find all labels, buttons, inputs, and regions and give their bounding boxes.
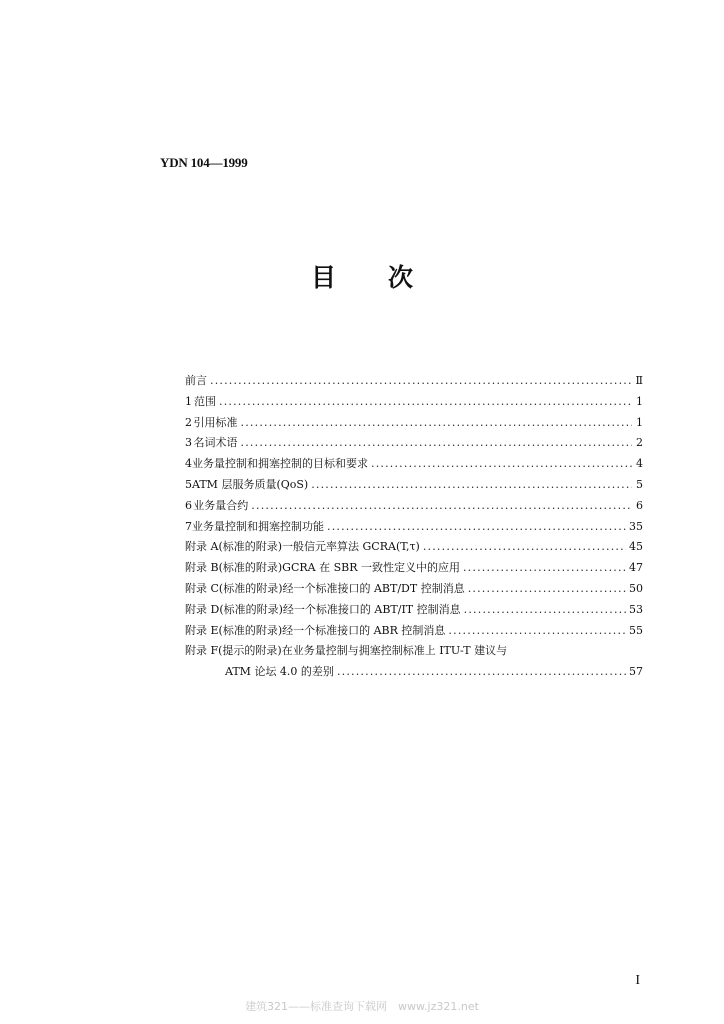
toc-entry[interactable] — [185, 455, 643, 476]
site-watermark: 建筑321——标准查询下载网 www.jz321.net — [245, 1000, 479, 1013]
toc-entry-number: 3 — [185, 436, 192, 450]
toc-leader-dots — [219, 395, 632, 408]
toc-leader-dots — [327, 520, 626, 533]
toc-entry-label: 业务量控制和拥塞控制功能 — [192, 519, 324, 533]
toc-entry-page: 55 — [629, 623, 643, 637]
toc-leader-dots — [468, 582, 626, 595]
standard-code: YDN 104—1999 — [160, 155, 248, 170]
toc-entry-page: 47 — [629, 561, 643, 575]
toc-entry-number: 4 — [185, 457, 192, 471]
toc-entry-label: 附录 E(标准的附录)经一个标准接口的 ABR 控制消息 — [185, 623, 446, 637]
toc-entry-label: ATM 论坛 4.0 的差别 — [225, 665, 334, 679]
toc-entry-label: 范围 — [194, 394, 216, 408]
toc-entry[interactable] — [185, 622, 643, 643]
toc-entry-page: 1 — [636, 394, 643, 408]
toc-entry[interactable] — [185, 497, 643, 518]
toc-entry-number: 5 — [185, 477, 192, 491]
toc-entry-label: 附录 A(标准的附录)一般信元率算法 GCRA(T,τ) — [185, 540, 420, 554]
toc-entry-page: 4 — [636, 457, 643, 471]
toc-entry[interactable] — [185, 601, 643, 622]
page-title — [0, 258, 724, 294]
toc-entry-label: 附录 C(标准的附录)经一个标准接口的 ABT/DT 控制消息 — [185, 581, 465, 595]
toc-entry-page: Ⅱ — [635, 374, 643, 387]
toc-entry[interactable] — [185, 518, 643, 539]
title-part-2: 次 — [388, 263, 414, 292]
toc-entry-label: 业务量合约 — [193, 498, 249, 512]
toc-entry[interactable] — [185, 393, 643, 414]
toc-entry-page: 45 — [629, 540, 643, 554]
toc-entry-appendix-f[interactable] — [185, 642, 643, 663]
toc-leader-dots — [311, 478, 632, 491]
toc-leader-dots — [210, 374, 632, 387]
toc-entry[interactable] — [185, 372, 643, 393]
toc-entry-label: 附录 D(标准的附录)经一个标准接口的 ABT/IT 控制消息 — [185, 602, 461, 616]
toc-entry-page: 35 — [629, 519, 643, 533]
toc-entry[interactable] — [185, 414, 643, 435]
toc-leader-dots — [251, 499, 632, 512]
toc-entry-page: 6 — [636, 498, 643, 512]
toc-leader-dots — [371, 457, 632, 470]
toc-entry-page: 57 — [629, 665, 643, 679]
toc-entry-number: 7 — [185, 519, 192, 533]
toc-leader-dots — [464, 603, 626, 616]
toc-leader-dots — [448, 624, 626, 637]
toc-entry[interactable] — [185, 559, 643, 580]
toc-entry-page: 50 — [629, 581, 643, 595]
toc-entry-label: ATM 层服务质量(QoS) — [192, 477, 309, 491]
toc-entry-label: 名词术语 — [193, 436, 238, 450]
toc-entry[interactable] — [185, 476, 643, 497]
toc-entry-label: 附录 B(标准的附录)GCRA 在 SBR 一致性定义中的应用 — [185, 561, 460, 575]
toc-entry-continuation[interactable] — [185, 663, 643, 684]
toc-entry-page: 5 — [636, 477, 643, 491]
toc-entry-number: 6 — [185, 498, 192, 512]
toc-leader-dots — [463, 561, 626, 574]
toc-leader-dots — [241, 416, 632, 429]
toc-entry-label: 附录 F(提示的附录)在业务量控制与拥塞控制标准上 ITU-T 建议与 — [185, 644, 508, 658]
toc-entry-page: 1 — [636, 415, 643, 429]
toc-leader-dots — [337, 665, 626, 678]
toc-entry-label: 业务量控制和拥塞控制的目标和要求 — [192, 457, 368, 471]
toc-leader-dots — [241, 436, 632, 449]
title-part-1: 目 — [310, 263, 336, 292]
toc-entry[interactable] — [185, 434, 643, 455]
toc-entry-number: 1 — [185, 394, 192, 408]
toc-leader-dots — [423, 540, 626, 553]
table-of-contents — [185, 372, 643, 684]
toc-entry-page: 2 — [636, 436, 643, 450]
toc-entry-number: 2 — [185, 415, 192, 429]
page-folio: I — [635, 973, 640, 988]
toc-entry[interactable] — [185, 580, 643, 601]
toc-entry-label: 前言 — [185, 374, 207, 387]
toc-entry[interactable] — [185, 538, 643, 559]
toc-entry-page: 53 — [629, 602, 643, 616]
toc-entry-label: 引用标准 — [193, 415, 238, 429]
